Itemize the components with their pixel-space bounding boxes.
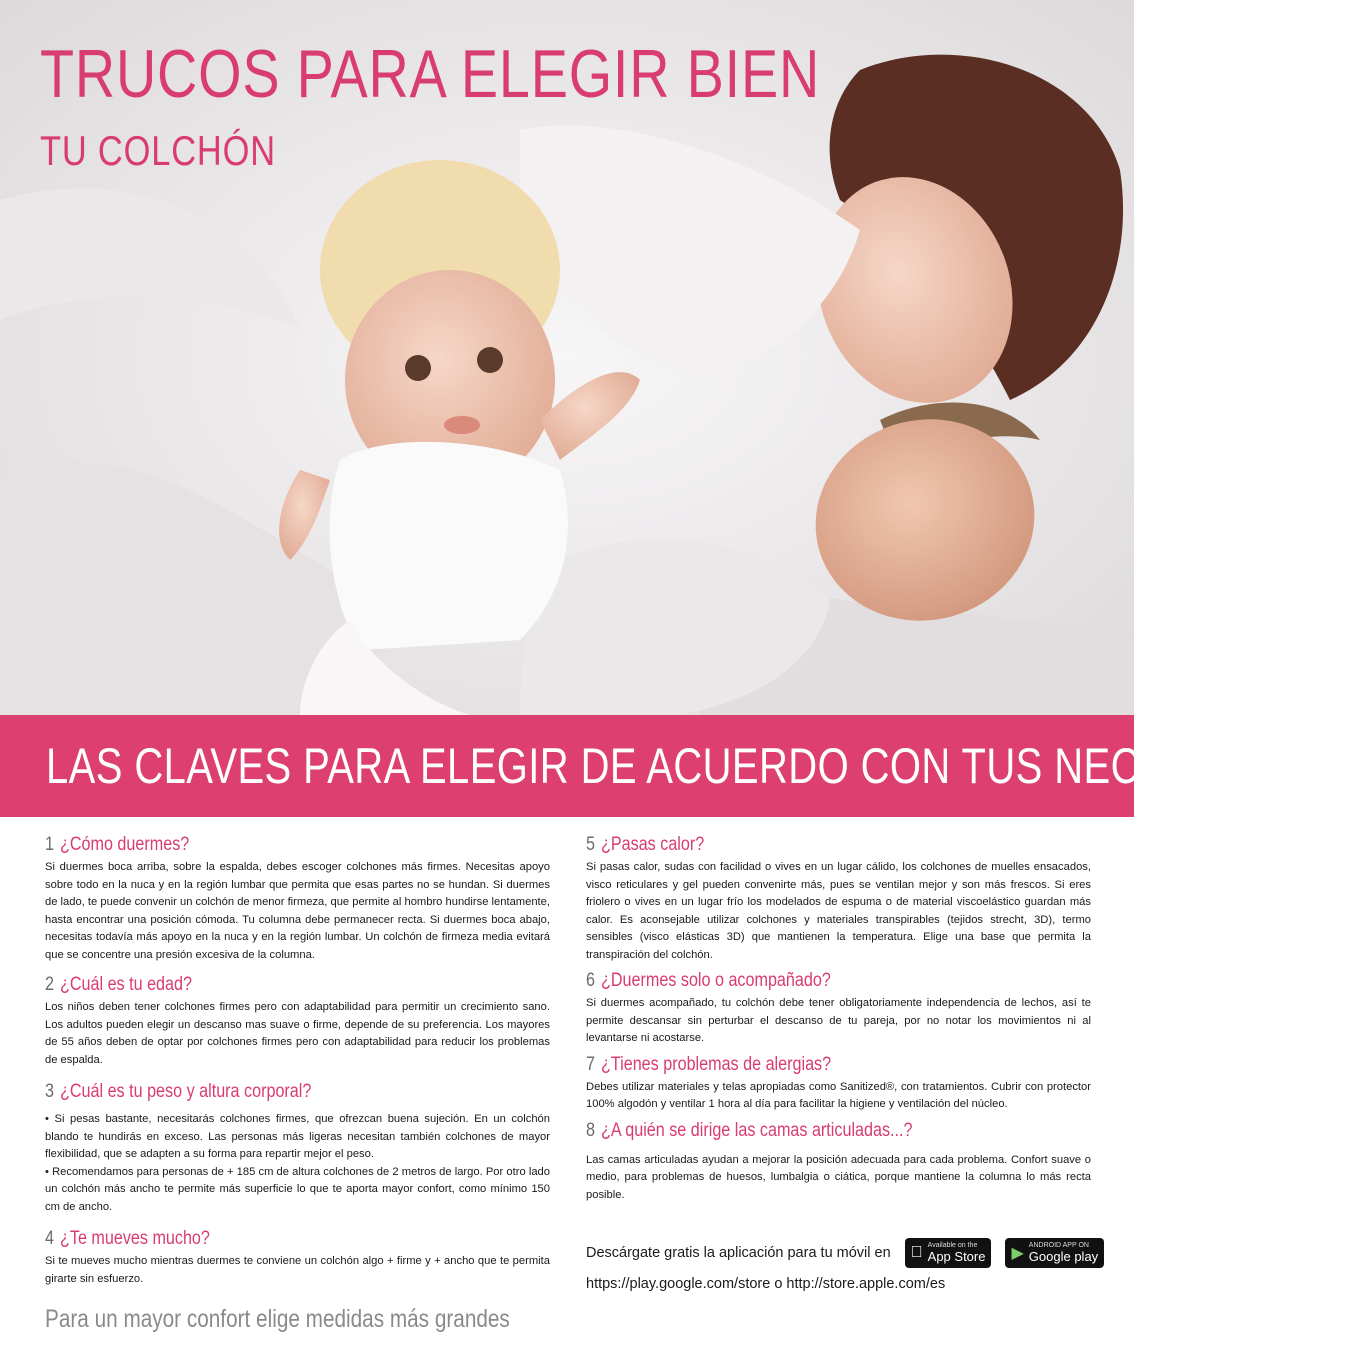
app-store-badge-small: Available on the <box>915 1242 966 1249</box>
tip-title: ¿Te mueves mucho? <box>59 1228 210 1249</box>
tip-number: 3 <box>45 1081 54 1102</box>
tip-number: 7 <box>586 1053 595 1075</box>
tip-number: 4 <box>45 1228 54 1249</box>
tip-title: ¿Tienes problemas de alergias? <box>600 1053 831 1075</box>
tip-body: Si duermes boca arriba, sobre la espalda, debes escoger colchones más firmes. Necesitas apoyo sobre todo en la nuca y en la región lumbar que permita que esas partes no se hundan. Si duermes de lado, te puede convenir un colchón de menor firmeza, que permite al hombro hundirse lentamente, hasta encontrar una posición cómoda. Tu columna debe permanecer recta. Si duermes boca abajo, necesitas todavía más apoyo en la nuca y en la región lumbar. Un colchón de firmeza media evitará que se concentre una presión excesiva de la columna. <box>45 861 550 961</box>
tip-number: 6 <box>586 970 595 991</box>
tip-body: Si duermes acompañado, tu colchón debe tener obligatoriamente independencia de lechos, así te permite descansar sin perturbar el descanso de tu pareja, por no notar los movimientos ni al levantarse ni acostarse. <box>586 997 1091 1044</box>
tip-body: Si pasas calor, sudas con facilidad o vives en un lugar cálido, los colchones de muelles ensacados, visco reticulares y gel pueden convenirte más, pues se ventilan mejor y son más frescos. Si eres friolero o vives en un lugar frío los modelados de espuma o de material viscoelástico guardan más calor. Es aconsejable utilizar colchones y materiales transpirables (tejidos strecht, 3D), termo sensibles (visco elásticas 3D) que mantienen la temperatura. Elige una base que permita la transpiración del colchón. <box>586 861 1091 961</box>
tip-body: • Si pesas bastante, necesitarás colchones firmes, que ofrezcan buena sujeción. En un colchón blando te hundirás en exceso. Las personas más ligeras necesitan también colchones de mayor flexibilidad, que se adapten a su forma para repartir mejor el peso. <box>45 1113 550 1160</box>
tip-heading <box>45 1228 550 1250</box>
tip-heading <box>586 1120 1091 1142</box>
tip-heading <box>586 1054 1091 1076</box>
tip-number: 2 <box>45 974 54 995</box>
page-title: TRUCOS PARA ELEGIR BIEN <box>40 36 821 112</box>
tip-6 <box>586 970 1091 1048</box>
google-play-badge-label: Google play <box>1016 1249 1087 1264</box>
hero-photo <box>0 0 1134 715</box>
left-column <box>45 834 550 1288</box>
tip-body: Debes utilizar materiales y telas apropiadas como Sanitized®, con tratamientos. Cubrir con protector 100% algodón y ventilar 1 hora al día para facilitar la higiene y ventilación del núcleo. <box>586 1080 1091 1110</box>
app-store-badge[interactable] <box>905 1238 992 1268</box>
page-subtitle: TU COLCHÓN <box>40 127 276 174</box>
tip-body-2: • Recomendamos para personas de + 185 cm de altura colchones de 2 metros de largo. Por otro lado un colchón más ancho te permite más superficie lo que te aporta mayor confort, como mínimo 150 cm de ancho. <box>45 1165 550 1213</box>
tip-4 <box>45 1228 550 1288</box>
tip-title: ¿Cuál es tu peso y altura corporal? <box>59 1081 311 1102</box>
banner-heading: LAS CLAVES PARA ELEGIR DE ACUERDO CON TUS NECESIDADES <box>46 738 1345 794</box>
tip-title: ¿Duermes solo o acompañado? <box>600 970 831 991</box>
tip-number: 8 <box>586 1119 595 1141</box>
tip-body: Las camas articuladas ayudan a mejorar la posición adecuada para cada problema. Confort suave o medio, para problemas de huesos, lumbalgia o ciática, porque mantiene la columna lo más recta posible. <box>586 1153 1091 1201</box>
tip-7 <box>586 1054 1091 1114</box>
tip-body: Si te mueves mucho mientras duermes te conviene un colchón algo + firme y + ancho que te permita girarte sin esfuerzo. <box>45 1255 550 1285</box>
google-play-badge-small: ANDROID APP ON <box>1016 1242 1077 1249</box>
tip-heading <box>45 1081 550 1103</box>
tip-8 <box>586 1120 1091 1205</box>
tip-heading <box>586 970 1091 992</box>
app-download-row <box>586 1238 1104 1268</box>
tip-number: 1 <box>45 834 54 855</box>
tip-number: 5 <box>586 834 595 855</box>
app-store-badge-label: App Store <box>915 1249 974 1264</box>
tip-title: ¿A quién se dirige las camas articuladas...? <box>600 1119 913 1141</box>
tip-title: ¿Pasas calor? <box>600 834 704 855</box>
google-play-badge[interactable] <box>999 1238 1104 1268</box>
tip-title: ¿Cuál es tu edad? <box>59 974 192 995</box>
tip-1 <box>45 834 550 964</box>
tip-heading <box>586 834 1091 856</box>
play-icon: ▶ <box>999 1245 1012 1262</box>
right-column <box>586 834 1091 1204</box>
app-download-text: Descárgate gratis la aplicación para tu móvil en <box>586 1245 891 1261</box>
tip-title: ¿Cómo duermes? <box>59 834 189 855</box>
apple-icon <box>911 1244 923 1262</box>
footer-note: Para un mayor confort elige medidas más grandes <box>45 1305 510 1333</box>
tip-heading <box>45 834 550 856</box>
tip-heading <box>45 974 550 996</box>
tip-body: Los niños deben tener colchones firmes pero con adaptabilidad para permitir un crecimiento sano. Los adultos pueden elegir un descanso mas suave o firme, depende de su preferencia. Los mayores de 55 años deben de optar por colchones firmes pero con adaptabilidad para reducir los problemas de espalda. <box>45 1001 550 1066</box>
tip-2 <box>45 974 550 1069</box>
section-banner <box>0 715 1345 817</box>
app-store-urls[interactable]: https://play.google.com/store o http://store.apple.com/es <box>586 1276 946 1292</box>
tip-3 <box>45 1081 550 1216</box>
tip-5 <box>586 834 1091 964</box>
